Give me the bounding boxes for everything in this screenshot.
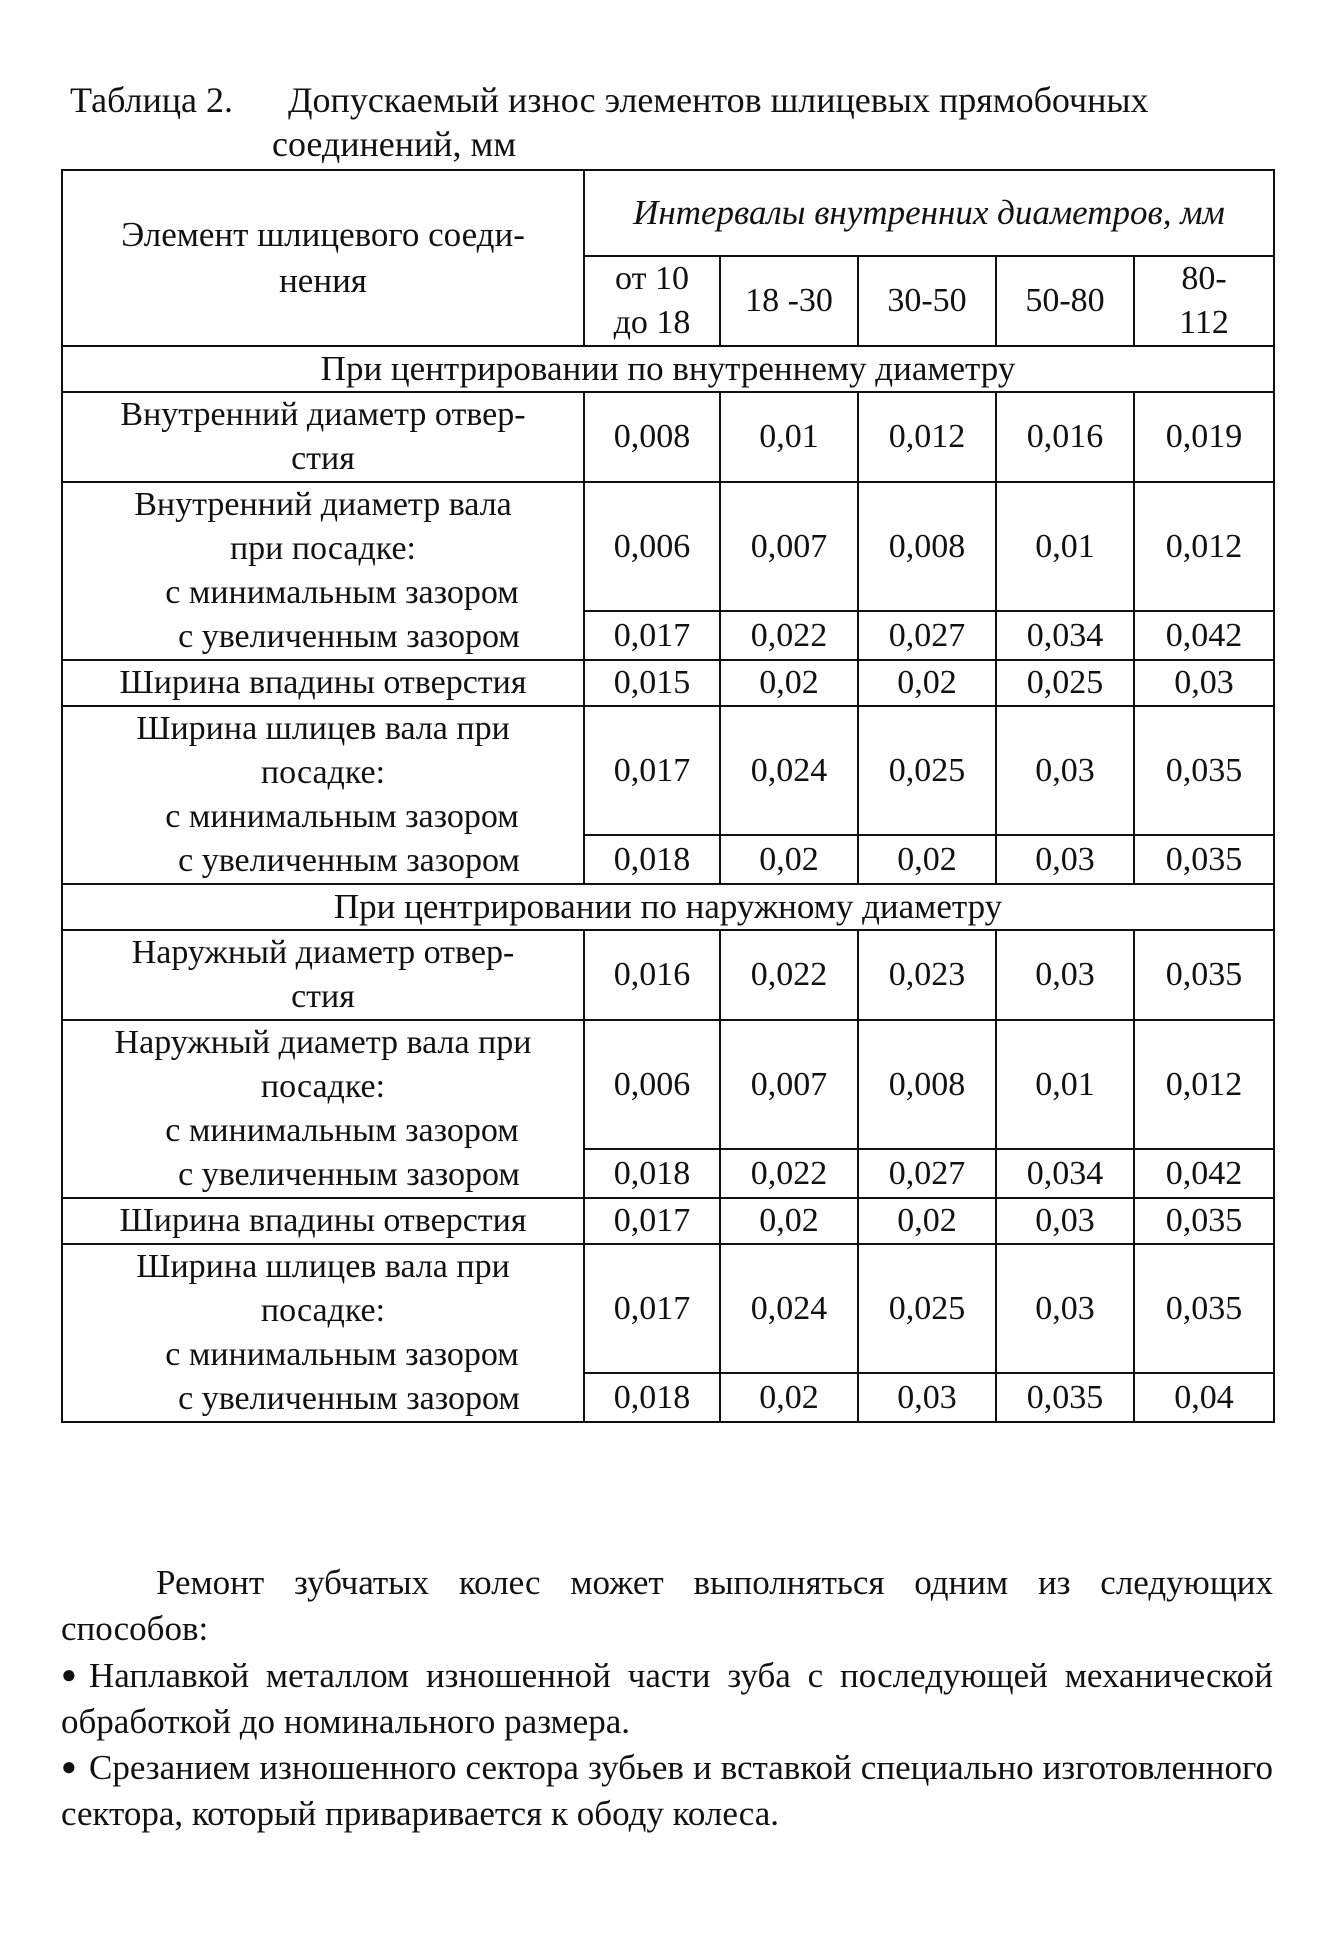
sub-label-min-clearance: с минимальным зазором bbox=[165, 798, 519, 835]
value-cell: 0,035 bbox=[1134, 930, 1274, 1020]
value-cell-increased: 0,027 bbox=[858, 611, 996, 660]
diameter-range-header bbox=[584, 256, 720, 346]
section-row bbox=[62, 884, 1274, 930]
element-label bbox=[62, 482, 584, 660]
label-line: Ширина впадины отверстия bbox=[119, 1202, 527, 1239]
label-line: Наружный диаметр вала при bbox=[114, 1024, 532, 1061]
value-cell-increased: 0,018 bbox=[584, 1149, 720, 1198]
value-cell: 0,03 bbox=[1134, 660, 1274, 706]
value-cell-increased: 0,04 bbox=[1134, 1373, 1274, 1422]
value-cell-increased: 0,035 bbox=[1134, 835, 1274, 884]
value-cell: 0,02 bbox=[858, 660, 996, 706]
label-line: Ширина шлицев вала при bbox=[136, 710, 510, 747]
value-cell-increased: 0,018 bbox=[584, 1373, 720, 1422]
bullet-dot-icon: ● bbox=[61, 1660, 77, 1689]
value-cell-min: 0,01 bbox=[996, 1020, 1134, 1149]
value-cell-min: 0,012 bbox=[1134, 1020, 1274, 1149]
value-cell: 0,03 bbox=[996, 1198, 1134, 1244]
label-line: посадке: bbox=[260, 754, 386, 791]
value-cell-increased: 0,02 bbox=[720, 1373, 858, 1422]
sub-label-min-clearance: с минимальным зазором bbox=[165, 1336, 519, 1373]
bullet-dot-icon: ● bbox=[61, 1752, 77, 1781]
value-cell-increased: 0,034 bbox=[996, 1149, 1134, 1198]
value-cell: 0,016 bbox=[584, 930, 720, 1020]
range-text: от 10 bbox=[615, 260, 689, 297]
range-text: 18 -30 bbox=[745, 282, 833, 319]
value-cell-min: 0,017 bbox=[584, 706, 720, 835]
diameter-range-header bbox=[1134, 256, 1274, 346]
range-text: до 18 bbox=[613, 304, 691, 341]
value-cell-min: 0,012 bbox=[1134, 482, 1274, 611]
value-cell-increased: 0,018 bbox=[584, 835, 720, 884]
wear-tolerance-table bbox=[61, 169, 1275, 1423]
label-line: при посадке: bbox=[229, 530, 417, 567]
value-cell: 0,022 bbox=[720, 930, 858, 1020]
value-cell: 0,017 bbox=[584, 1198, 720, 1244]
label-line: стия bbox=[291, 440, 355, 477]
value-cell: 0,03 bbox=[996, 930, 1134, 1020]
bullet-item-1 bbox=[61, 1652, 1273, 1745]
value-cell: 0,02 bbox=[858, 1198, 996, 1244]
element-label bbox=[62, 392, 584, 482]
value-cell-increased: 0,042 bbox=[1134, 1149, 1274, 1198]
value-cell-min: 0,03 bbox=[996, 706, 1134, 835]
value-cell-increased: 0,022 bbox=[720, 611, 858, 660]
table-number: Таблица 2. bbox=[70, 80, 233, 120]
value-cell-min: 0,024 bbox=[720, 706, 858, 835]
label-line: Ширина впадины отверстия bbox=[119, 664, 527, 701]
label-line: посадке: bbox=[260, 1068, 386, 1105]
value-cell-min: 0,007 bbox=[720, 1020, 858, 1149]
value-cell-min: 0,025 bbox=[858, 706, 996, 835]
element-label bbox=[62, 1020, 584, 1198]
table-title-line-1: Допускаемый износ элементов шлицевых прямобочных bbox=[288, 80, 1149, 120]
value-cell-min: 0,035 bbox=[1134, 706, 1274, 835]
value-cell-min: 0,008 bbox=[858, 1020, 996, 1149]
element-label bbox=[62, 706, 584, 884]
value-cell-min: 0,006 bbox=[584, 1020, 720, 1149]
value-cell-increased: 0,022 bbox=[720, 1149, 858, 1198]
value-cell: 0,012 bbox=[858, 392, 996, 482]
diameter-range-header bbox=[996, 256, 1134, 346]
sub-label-min-clearance: с минимальным зазором bbox=[165, 574, 519, 611]
section-title: При центрировании по наружному диаметру bbox=[62, 884, 1274, 930]
header-row bbox=[62, 170, 1274, 256]
value-cell-min: 0,025 bbox=[858, 1244, 996, 1373]
value-cell-increased: 0,042 bbox=[1134, 611, 1274, 660]
value-cell-min: 0,008 bbox=[858, 482, 996, 611]
table-row bbox=[62, 482, 1274, 611]
element-column-header bbox=[62, 170, 584, 346]
value-cell: 0,016 bbox=[996, 392, 1134, 482]
value-cell-min: 0,017 bbox=[584, 1244, 720, 1373]
element-label bbox=[62, 930, 584, 1020]
element-label bbox=[62, 660, 584, 706]
value-cell: 0,02 bbox=[720, 1198, 858, 1244]
bullet-text-1: Наплавкой металлом изношенной части зуба с последующей механической обработкой до номинального размера. bbox=[61, 1656, 1273, 1741]
value-cell-min: 0,024 bbox=[720, 1244, 858, 1373]
element-header-line: нения bbox=[279, 261, 367, 300]
label-line: Внутренний диаметр отвер- bbox=[120, 396, 526, 433]
value-cell-increased: 0,034 bbox=[996, 611, 1134, 660]
value-cell: 0,023 bbox=[858, 930, 996, 1020]
sub-label-increased-clearance: с увеличенным зазором bbox=[178, 1380, 520, 1417]
table-row bbox=[62, 930, 1274, 1020]
table-row bbox=[62, 660, 1274, 706]
value-cell-increased: 0,02 bbox=[858, 835, 996, 884]
label-line: Ширина шлицев вала при bbox=[136, 1248, 510, 1285]
sub-label-increased-clearance: с увеличенным зазором bbox=[178, 842, 520, 879]
value-cell: 0,02 bbox=[720, 660, 858, 706]
table-title-line-2: соединений, мм bbox=[272, 124, 517, 164]
value-cell-min: 0,035 bbox=[1134, 1244, 1274, 1373]
table-row bbox=[62, 1020, 1274, 1149]
table-row bbox=[62, 1198, 1274, 1244]
value-cell-increased: 0,03 bbox=[996, 835, 1134, 884]
diameter-range-header bbox=[858, 256, 996, 346]
label-line: Наружный диаметр отвер- bbox=[131, 934, 515, 971]
value-cell-increased: 0,027 bbox=[858, 1149, 996, 1198]
range-text: 80- bbox=[1181, 260, 1227, 297]
value-cell-min: 0,006 bbox=[584, 482, 720, 611]
table-row bbox=[62, 706, 1274, 835]
table-row bbox=[62, 392, 1274, 482]
value-cell-increased: 0,035 bbox=[996, 1373, 1134, 1422]
value-cell: 0,015 bbox=[584, 660, 720, 706]
repair-paragraph: Ремонт зубчатых колес может выполняться одним из следующих способов: bbox=[61, 1563, 1273, 1648]
sub-label-increased-clearance: с увеличенным зазором bbox=[178, 618, 520, 655]
value-cell-increased: 0,03 bbox=[858, 1373, 996, 1422]
bullet-text-2: Срезанием изношенного сектора зубьев и вставкой специально изготовленного сектора, который приваривается к ободу колеса. bbox=[61, 1748, 1273, 1833]
value-cell-min: 0,03 bbox=[996, 1244, 1134, 1373]
bullet-item-2 bbox=[61, 1744, 1273, 1837]
value-cell-min: 0,01 bbox=[996, 482, 1134, 611]
sub-label-min-clearance: с минимальным зазором bbox=[165, 1112, 519, 1149]
section-title: При центрировании по внутреннему диаметру bbox=[62, 346, 1274, 392]
diameter-range-header bbox=[720, 256, 858, 346]
value-cell-increased: 0,02 bbox=[720, 835, 858, 884]
label-line: посадке: bbox=[260, 1292, 386, 1329]
range-text: 112 bbox=[1179, 304, 1229, 341]
element-header-line: Элемент шлицевого соеди- bbox=[121, 215, 525, 254]
value-cell: 0,008 bbox=[584, 392, 720, 482]
value-cell: 0,035 bbox=[1134, 1198, 1274, 1244]
sub-label-increased-clearance: с увеличенным зазором bbox=[178, 1156, 520, 1193]
intervals-header: Интервалы внутренних диаметров, мм bbox=[584, 170, 1274, 256]
range-text: 30-50 bbox=[887, 282, 967, 319]
label-line: стия bbox=[291, 978, 355, 1015]
section-row bbox=[62, 346, 1274, 392]
value-cell: 0,025 bbox=[996, 660, 1134, 706]
value-cell-increased: 0,017 bbox=[584, 611, 720, 660]
value-cell-min: 0,007 bbox=[720, 482, 858, 611]
value-cell: 0,019 bbox=[1134, 392, 1274, 482]
table-row bbox=[62, 1244, 1274, 1373]
value-cell: 0,01 bbox=[720, 392, 858, 482]
element-label bbox=[62, 1244, 584, 1422]
label-line: Внутренний диаметр вала bbox=[134, 486, 512, 523]
element-label bbox=[62, 1198, 584, 1244]
range-text: 50-80 bbox=[1025, 282, 1105, 319]
